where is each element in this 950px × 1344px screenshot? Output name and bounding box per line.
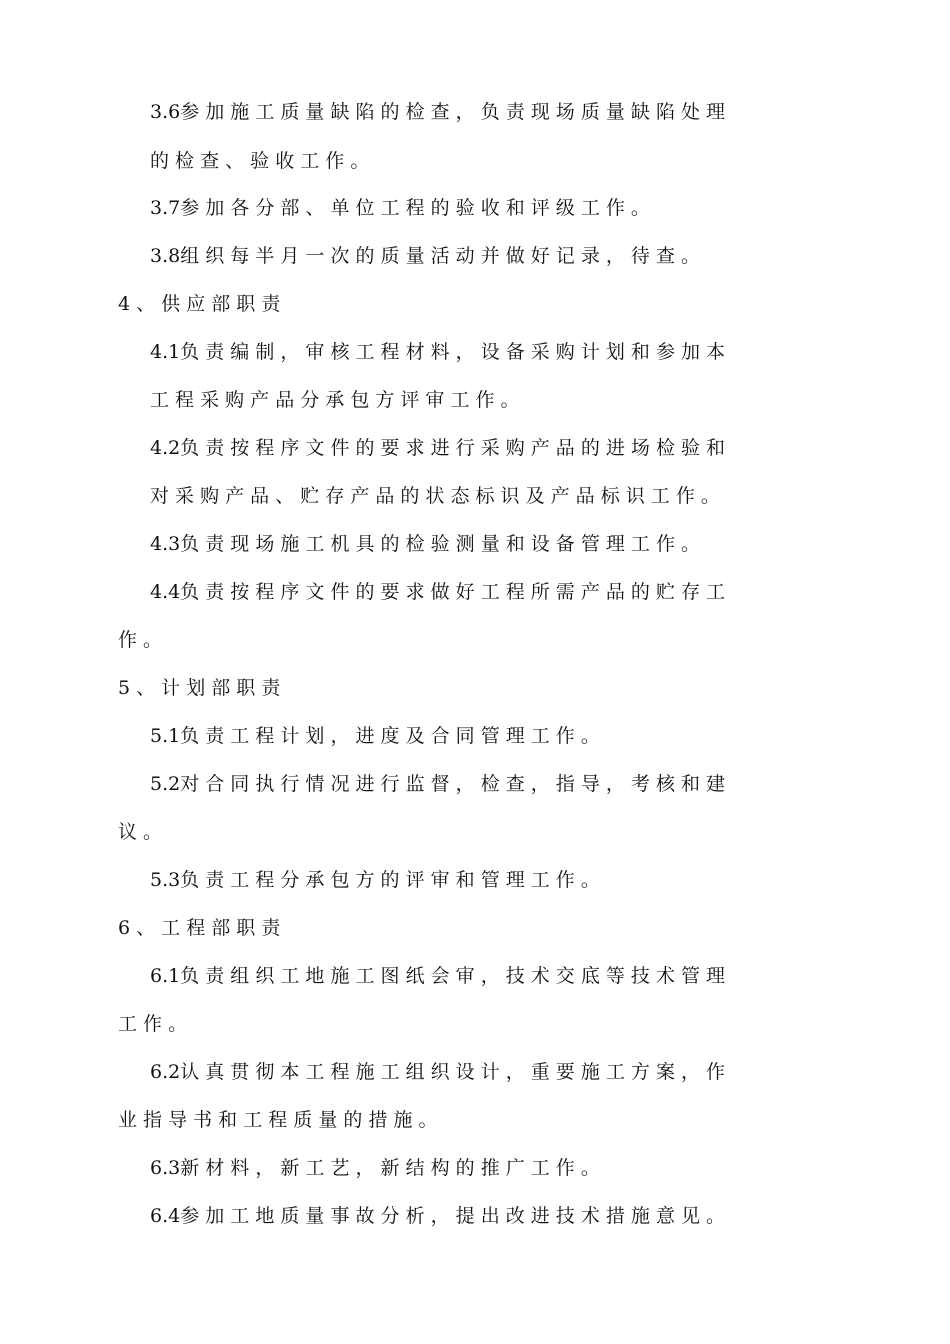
paragraph-6-3: 6.3新 材 料 ， 新 工 艺 ， 新 结 构 的 推 广 工 作 。 [150,1157,600,1179]
paragraph-4-4-line-1: 4.4负 责 按 程 序 文 件 的 要 求 做 好 工 程 所 需 产 品 的 贮 存 工 [150,581,726,603]
paragraph-6-2-line-2: 业 指 导 书 和 工 程 质 量 的 措 施 。 [118,1109,438,1131]
paragraph-4-3: 4.3负 责 现 场 施 工 机 具 的 检 验 测 量 和 设 备 管 理 工 作 。 [150,533,701,555]
paragraph-4-2-line-2: 对 采 购 产 品 、 贮 存 产 品 的 状 态 标 识 及 产 品 标 识 工 作 。 [150,485,720,507]
section-heading-4: 4 、 供 应 部 职 责 [118,293,281,315]
section-heading-6: 6 、 工 程 部 职 责 [118,917,281,939]
paragraph-4-1-line-2: 工 程 采 购 产 品 分 承 包 方 评 审 工 作 。 [150,389,520,411]
paragraph-3-6-line-1: 3.6参 加 施 工 质 量 缺 陷 的 检 查 ， 负 责 现 场 质 量 缺 陷 处 理 [150,101,726,123]
paragraph-5-3: 5.3负 责 工 程 分 承 包 方 的 评 审 和 管 理 工 作 。 [150,869,600,891]
paragraph-5-2-line-1: 5.2对 合 同 执 行 情 况 进 行 监 督 ， 检 查 ， 指 导 ， 考 核 和 建 [150,773,726,795]
paragraph-6-1-line-1: 6.1负 责 组 织 工 地 施 工 图 纸 会 审 ， 技 术 交 底 等 技 术 管 理 [150,965,726,987]
paragraph-5-1: 5.1负 责 工 程 计 划 ， 进 度 及 合 同 管 理 工 作 。 [150,725,600,747]
section-heading-5: 5 、 计 划 部 职 责 [118,677,281,699]
paragraph-6-2-line-1: 6.2认 真 贯 彻 本 工 程 施 工 组 织 设 计 ， 重 要 施 工 方 案 ， 作 [150,1061,726,1083]
paragraph-4-4-line-2: 作 。 [118,629,163,651]
paragraph-4-2-line-1: 4.2负 责 按 程 序 文 件 的 要 求 进 行 采 购 产 品 的 进 场 检 验 和 [150,437,726,459]
paragraph-4-1-line-1: 4.1负 责 编 制 ， 审 核 工 程 材 料 ， 设 备 采 购 计 划 和 参 加 本 [150,341,726,363]
paragraph-3-6-line-2: 的 检 查 、 验 收 工 作 。 [150,150,370,172]
paragraph-6-4: 6.4参 加 工 地 质 量 事 故 分 析 ， 提 出 改 进 技 术 措 施 意 见 。 [150,1205,726,1227]
paragraph-5-2-line-2: 议 。 [118,821,163,843]
paragraph-3-8: 3.8组 织 每 半 月 一 次 的 质 量 活 动 并 做 好 记 录 ， 待 查 。 [150,245,701,267]
paragraph-6-1-line-2: 工 作 。 [118,1013,188,1035]
paragraph-3-7: 3.7参 加 各 分 部 、 单 位 工 程 的 验 收 和 评 级 工 作 。 [150,197,650,219]
